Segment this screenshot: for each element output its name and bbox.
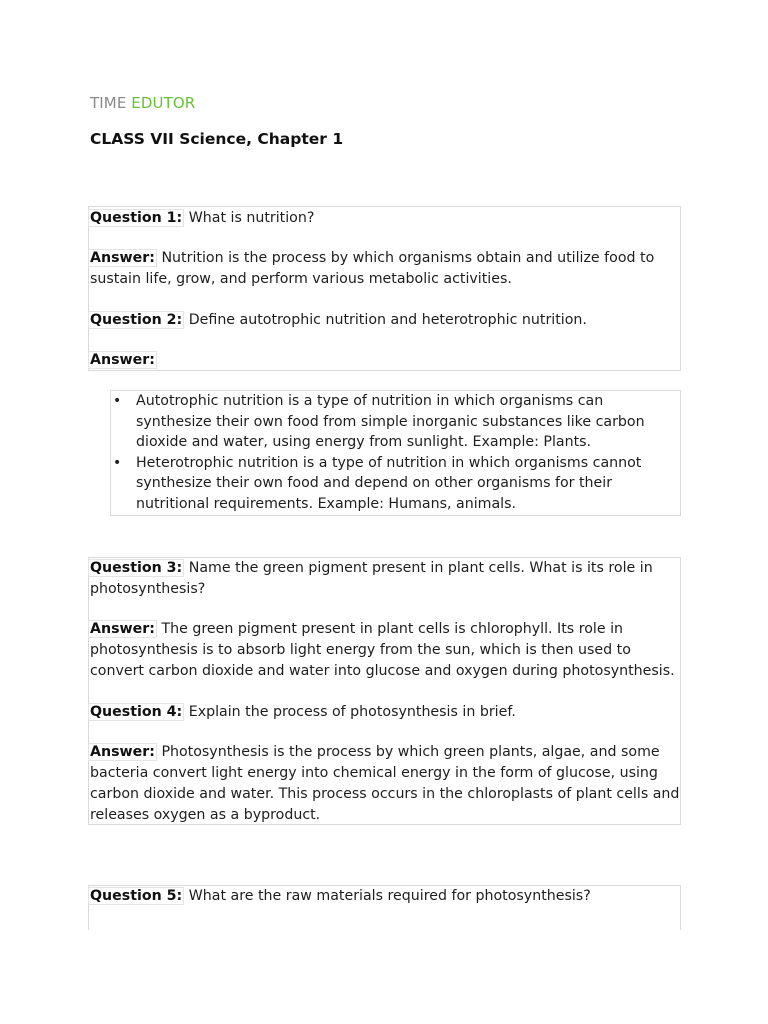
- answer-label: Answer:: [90, 744, 155, 760]
- list-item-text: Heterotrophic nutrition is a type of nutrition in which organisms cannot synthesize their own food and depend on other organisms for their nutritional requirements. Example: Humans, animals.: [136, 454, 642, 512]
- question-1: [90, 208, 680, 229]
- question-3: [90, 558, 680, 600]
- answer-3: [90, 619, 680, 682]
- brand-edutor: EDUTOR: [131, 94, 196, 112]
- answer-label: Answer:: [90, 621, 155, 637]
- question-label: Question 3:: [90, 560, 183, 576]
- answer-1: [90, 248, 680, 290]
- list-item: [110, 453, 680, 515]
- answer-2-bullets: [110, 391, 680, 514]
- answer-text: The green pigment present in plant cells is chlorophyll. Its role in photosynthesis is to absorb light energy from the sun, which is then used to convert carbon dioxide and water into glucose and oxygen during photosynthesis.: [90, 621, 675, 679]
- bullet-icon: •: [113, 393, 122, 409]
- question-text: Define autotrophic nutrition and heterotrophic nutrition.: [184, 312, 587, 328]
- question-label: Question 5:: [90, 888, 183, 904]
- answer-2: [90, 350, 680, 371]
- question-text: Name the green pigment present in plant cells. What is its role in photosynthesis?: [90, 560, 653, 597]
- question-text: Explain the process of photosynthesis in brief.: [184, 704, 516, 720]
- question-2: [90, 310, 680, 331]
- question-5: [90, 886, 680, 907]
- question-text: What are the raw materials required for photosynthesis?: [184, 888, 591, 904]
- question-label: Question 4:: [90, 704, 183, 720]
- question-label: Question 1:: [90, 210, 183, 226]
- question-text: What is nutrition?: [184, 210, 315, 226]
- answer-text: Nutrition is the process by which organisms obtain and utilize food to sustain life, grow, and perform various metabolic activities.: [90, 250, 655, 287]
- list-item: [110, 391, 680, 453]
- question-label: Question 2:: [90, 312, 183, 328]
- list-item-text: Autotrophic nutrition is a type of nutrition in which organisms can synthesize their own food from simple inorganic substances like carbon dioxide and water, using energy from sunlight. Example: Plants.: [136, 393, 645, 450]
- bullet-icon: •: [113, 454, 122, 471]
- brand-time: TIME: [90, 94, 127, 112]
- brand-logo: [90, 94, 195, 112]
- page-title: CLASS VII Science, Chapter 1: [90, 130, 344, 148]
- question-4: [90, 702, 680, 723]
- answer-label: Answer:: [90, 250, 155, 266]
- answer-label: Answer:: [90, 352, 155, 368]
- answer-4: [90, 742, 680, 826]
- answer-text: Photosynthesis is the process by which green plants, algae, and some bacteria convert light energy into chemical energy in the form of glucose, using carbon dioxide and water. This process occurs in the chloroplasts of plant cells and releases oxygen as a byproduct.: [90, 744, 680, 823]
